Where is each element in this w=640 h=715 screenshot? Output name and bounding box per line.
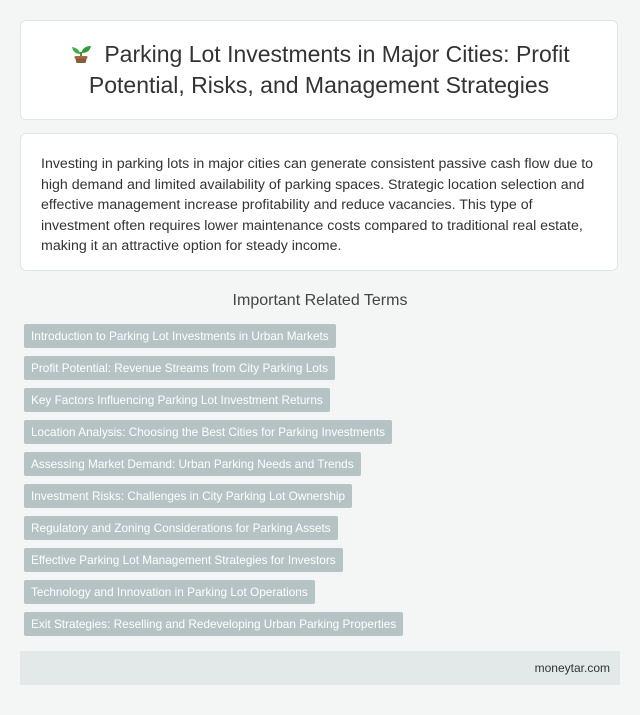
related-term-tag[interactable]: Location Analysis: Choosing the Best Cities for Parking Investments [24,420,392,444]
sprout-icon [68,42,94,64]
related-term-tag[interactable]: Assessing Market Demand: Urban Parking Needs and Trends [24,452,361,476]
related-term-tag[interactable]: Key Factors Influencing Parking Lot Investment Returns [24,388,330,412]
title-card [20,20,618,120]
related-term-tag[interactable]: Investment Risks: Challenges in City Parking Lot Ownership [24,484,352,508]
footer [20,651,620,685]
related-term-tag[interactable]: Profit Potential: Revenue Streams from City Parking Lots [24,356,335,380]
related-term-tag[interactable]: Technology and Innovation in Parking Lot Operations [24,580,315,604]
footer-site[interactable]: moneytar.com [534,661,610,675]
related-terms-list [24,324,624,644]
related-term-tag[interactable]: Introduction to Parking Lot Investments in Urban Markets [24,324,336,348]
page-title-text: Parking Lot Investments in Major Cities: Profit Potential, Risks, and Management Strategies [88,41,570,98]
page-title [49,39,589,101]
related-term-tag[interactable]: Effective Parking Lot Management Strategies for Investors [24,548,343,572]
related-terms-heading: Important Related Terms [232,292,408,309]
intro-paragraph: Investing in parking lots in major cities can generate consistent passive cash flow due to high demand and limited availability of parking spaces. Strategic location selection and effective management increase profitability and reduce vacancies. This type of investment often requires lower maintenance costs compared to traditional real estate, making it an attractive option for steady income. [41,156,594,254]
related-term-tag[interactable]: Exit Strategies: Reselling and Redeveloping Urban Parking Properties [24,612,403,636]
intro-card [20,133,618,271]
related-term-tag[interactable]: Regulatory and Zoning Considerations for Parking Assets [24,516,338,540]
